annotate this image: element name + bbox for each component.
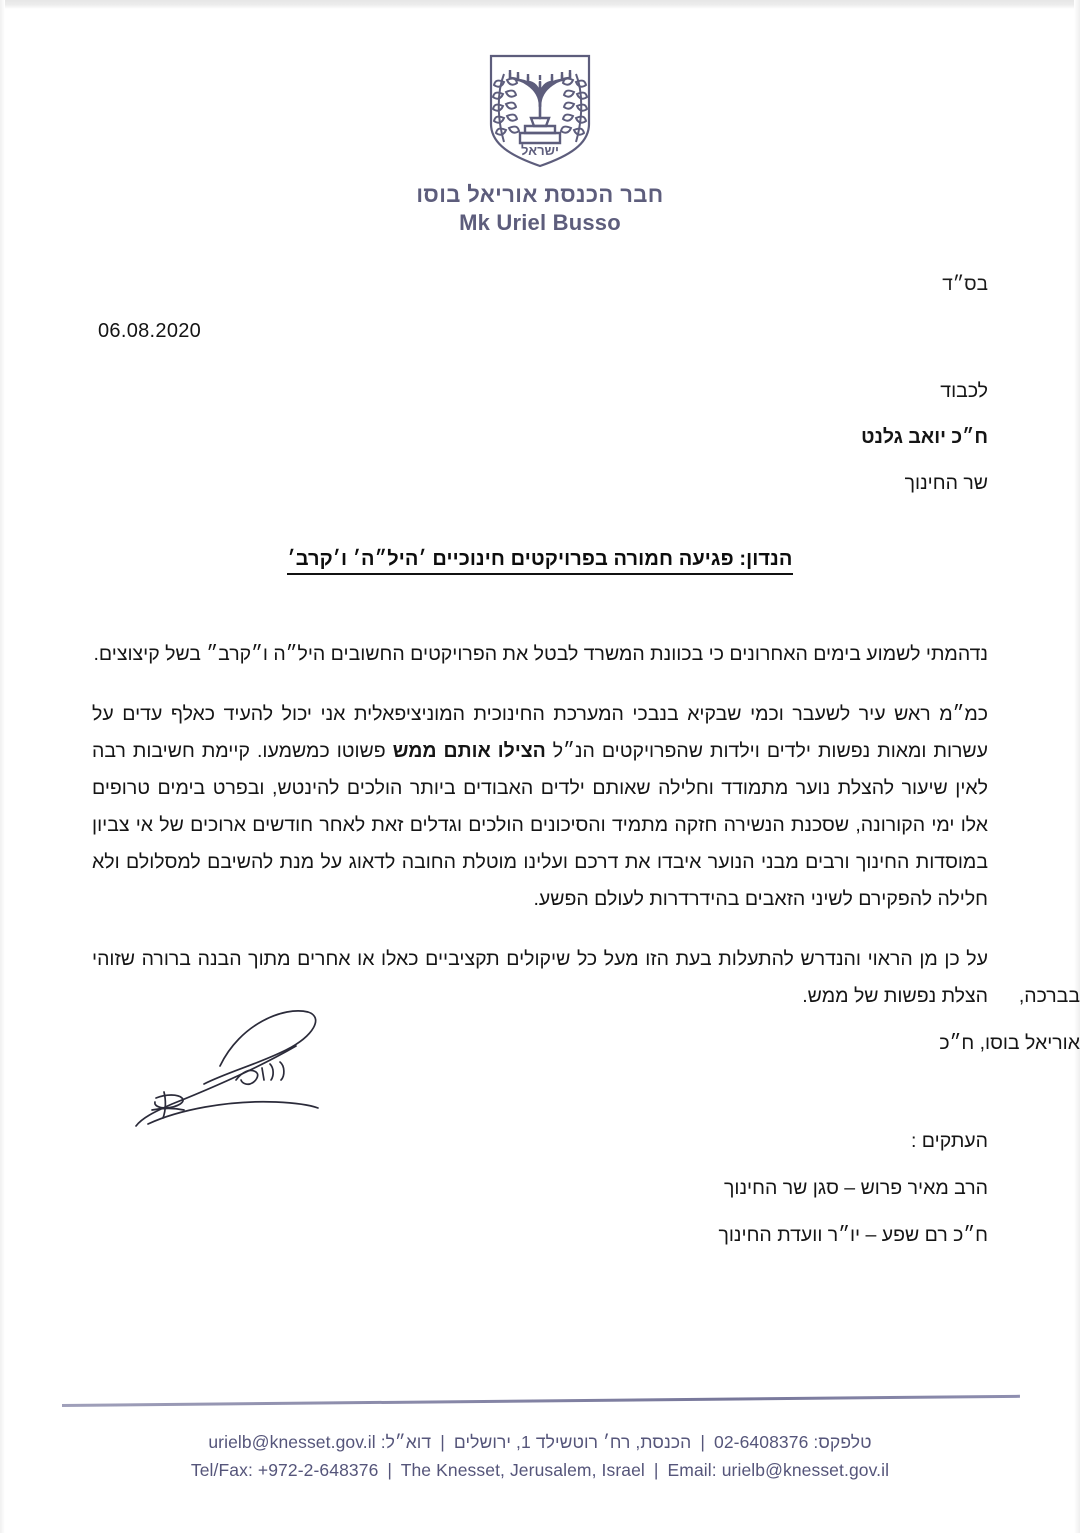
letterhead-name-hebrew: חבר הכנסת אוריאל בוסו — [416, 182, 664, 207]
letter-date: 06.08.2020 — [98, 320, 202, 342]
body-paragraph-2-part-2: פשוטו כמשמעו. קיימת חשיבות רבה לאין שיעור להצלת נוער מתמודד וחלילה שאותם ילדים האבודים ביותר הולכים להינטש, ובפרט בימים טרופים אלו ימי הקורונה, שסכנת הנשירה חזקה מתמיד והסיכונים הולכים וגדלים זאת לאחר חודשים ארוכים של אי צביון במוסדות החינוך ורבים מבני הנוער איבדו את דרכם ועלינו מוטלת החובה לדאוג על מנת להשיבם למסלולם ולא חלילה להפקירם לשיני הזאבים בהידרדרות לעולם הפשע. — [92, 740, 988, 910]
body-paragraph-2-emphasis: הצילו אותם ממש — [392, 740, 546, 762]
footer-email-he[interactable]: urielb@knesset.gov.il — [208, 1432, 376, 1452]
footer-email-label-he: דוא״ל: — [380, 1432, 432, 1452]
footer-email-en[interactable]: urielb@knesset.gov.il — [721, 1460, 890, 1480]
footer-separator: | — [653, 1460, 659, 1480]
letterhead — [0, 52, 1080, 236]
subject-line: הנדון: פגיעה חמורה בפרויקטים חינוכיים ׳היל״ה׳ ו׳קרב׳ — [287, 548, 792, 575]
footer-phone-en: Tel/Fax: +972-2-648376 — [190, 1460, 379, 1480]
letterhead-name-english: Mk Uriel Busso — [459, 210, 621, 236]
footer-phone-label-he: טלפקס: — [813, 1432, 872, 1452]
israel-state-emblem-icon — [477, 52, 603, 170]
body-paragraph-2-part-1: כמ״מ ראש עיר לשעבר וכמי שבקיא בנבכי המערכת החינוכית המוניציפאלית אני יכול להעיד כאלף עדים על עשרות ומאות נפשות ילדים וילדות שהפרויקטים הנ״ל — [92, 703, 989, 762]
body-paragraph-2 — [92, 696, 988, 918]
footer-divider — [62, 1395, 1020, 1407]
recipient-name: ח״כ יואב גלנט — [861, 426, 988, 448]
body-paragraph-1: נדהמתי לשמוע בימים האחרונים כי בכוונת המשרד לבטל את הפרויקטים החשובים היל״ה ו״קרב״ בשל קיצוצים. — [93, 643, 988, 665]
copies-item-1: הרב מאיר פרוש – סגן שר החינוך — [723, 1177, 988, 1199]
signature-greeting: בברכה, — [1018, 985, 1080, 1007]
footer-email-label-en: Email: — [667, 1460, 717, 1480]
copies-block — [468, 1118, 988, 1259]
footer-separator: | — [700, 1432, 706, 1452]
salutation: לכבוד — [940, 380, 988, 402]
footer-separator: | — [387, 1460, 393, 1480]
footer-hebrew-line — [0, 1428, 1080, 1456]
footer-address-he: הכנסת, רח׳ רוטשילד 1, ירושלים — [453, 1432, 692, 1452]
addressee-block — [488, 368, 988, 506]
footer-address-en: The Knesset, Jerusalem, Israel — [400, 1460, 645, 1480]
bsd-marking: בס״ד — [942, 274, 988, 295]
letter-body — [92, 636, 988, 1038]
copies-item-2: ח״כ רם שפע – יו״ר וועדת החינוך — [718, 1224, 988, 1246]
footer-separator: | — [440, 1432, 445, 1452]
recipient-title: שר החינוך — [904, 472, 988, 494]
footer-phone-he: 02-6408376 — [713, 1432, 809, 1452]
signature-name: אוריאל בוסו, ח״כ — [939, 1032, 1080, 1054]
footer — [0, 1428, 1080, 1484]
subject-line-wrapper — [0, 548, 1080, 575]
signature-block — [660, 985, 1080, 1055]
copies-label: העתקים : — [910, 1130, 988, 1152]
body-paragraph-3: על כן מן הראוי והנדרש להתעלות בעת הזו מעל כל שיקולים תקציביים כאלו או אחרים מתוך הבנה ברורה שזוהי הצלת נפשות של ממש. — [92, 948, 988, 1007]
footer-english-line — [0, 1456, 1080, 1484]
emblem-inscription: ישראל — [521, 143, 559, 158]
